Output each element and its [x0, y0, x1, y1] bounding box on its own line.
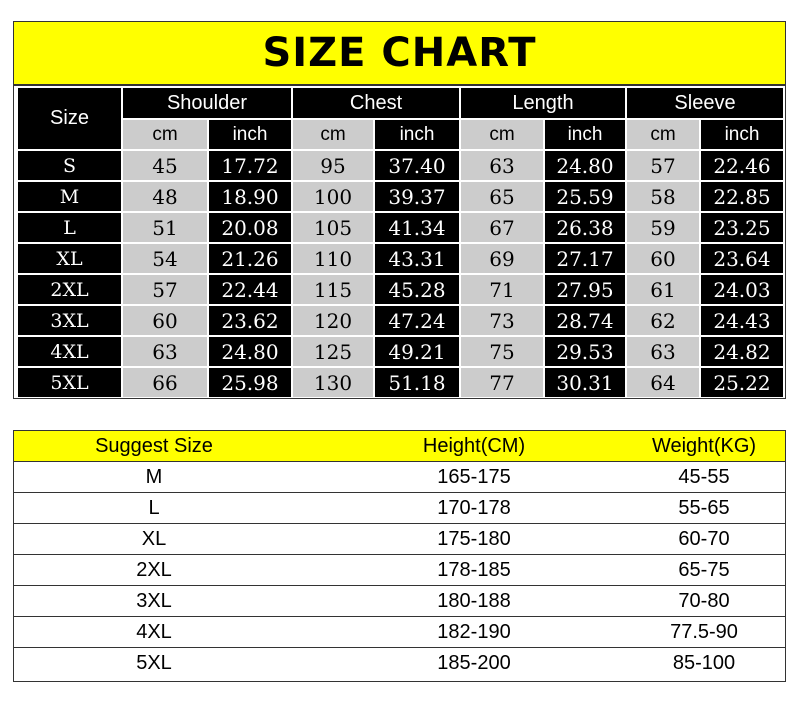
unit-header-shoulder-inch: inch: [209, 120, 291, 149]
value-cell-length-cm: 73: [461, 306, 543, 335]
value-cell-chest-cm: 115: [293, 275, 373, 304]
weight-cell: 55-65: [678, 496, 730, 519]
group-header-chest: Chest: [293, 88, 459, 118]
size-label: 2XL: [18, 275, 121, 304]
title-banner: [13, 21, 786, 85]
suggest-size-table: [13, 430, 786, 682]
weight-cell: 70-80: [678, 589, 730, 612]
value-cell-length-inch: 28.74: [545, 306, 625, 335]
header-suggest-size: Suggest Size: [95, 434, 213, 457]
value-cell-chest-inch: 51.18: [375, 368, 459, 397]
table-row: [14, 493, 785, 524]
value-cell-shoulder-inch: 17.72: [209, 151, 291, 180]
size-label: L: [18, 213, 121, 242]
value-cell-length-inch: 24.80: [545, 151, 625, 180]
size-chart-table: [13, 85, 786, 399]
value-cell-sleeve-cm: 57: [627, 151, 699, 180]
value-cell-chest-inch: 47.24: [375, 306, 459, 335]
table-row: [14, 524, 785, 555]
value-cell-chest-cm: 105: [293, 213, 373, 242]
suggest-size-cell: 4XL: [136, 620, 172, 643]
unit-header-sleeve-cm: cm: [627, 120, 699, 149]
height-cell: 178-185: [437, 558, 511, 581]
height-cell: 175-180: [437, 527, 511, 550]
value-cell-length-cm: 77: [461, 368, 543, 397]
unit-header-length-inch: inch: [545, 120, 625, 149]
value-cell-length-inch: 30.31: [545, 368, 625, 397]
group-header-length: Length: [461, 88, 625, 118]
value-cell-length-inch: 26.38: [545, 213, 625, 242]
weight-cell: 77.5-90: [670, 620, 738, 643]
weight-cell: 45-55: [678, 465, 730, 488]
weight-cell: 65-75: [678, 558, 730, 581]
value-cell-shoulder-cm: 66: [123, 368, 207, 397]
size-label: 5XL: [18, 368, 121, 397]
weight-cell: 85-100: [672, 652, 736, 674]
value-cell-sleeve-cm: 60: [627, 244, 699, 273]
group-header-sleeve: Sleeve: [627, 88, 783, 118]
value-cell-shoulder-inch: 24.80: [209, 337, 291, 366]
suggest-size-cell: M: [145, 465, 163, 488]
value-cell-shoulder-inch: 18.90: [209, 182, 291, 211]
value-cell-sleeve-cm: 59: [627, 213, 699, 242]
value-cell-chest-cm: 95: [293, 151, 373, 180]
size-label: XL: [18, 244, 121, 273]
value-cell-sleeve-cm: 64: [627, 368, 699, 397]
value-cell-sleeve-inch: 22.85: [701, 182, 783, 211]
size-header: Size: [18, 88, 121, 149]
value-cell-shoulder-cm: 54: [123, 244, 207, 273]
value-cell-shoulder-cm: 51: [123, 213, 207, 242]
value-cell-chest-inch: 49.21: [375, 337, 459, 366]
value-cell-chest-inch: 41.34: [375, 213, 459, 242]
value-cell-chest-cm: 120: [293, 306, 373, 335]
value-cell-sleeve-cm: 58: [627, 182, 699, 211]
height-cell: 182-190: [437, 620, 511, 643]
suggest-header-row: [14, 431, 785, 462]
value-cell-sleeve-inch: 23.25: [701, 213, 783, 242]
value-cell-shoulder-cm: 57: [123, 275, 207, 304]
value-cell-sleeve-inch: 25.22: [701, 368, 783, 397]
value-cell-chest-inch: 43.31: [375, 244, 459, 273]
value-cell-chest-cm: 110: [293, 244, 373, 273]
value-cell-sleeve-cm: 61: [627, 275, 699, 304]
value-cell-chest-cm: 100: [293, 182, 373, 211]
value-cell-sleeve-inch: 23.64: [701, 244, 783, 273]
value-cell-shoulder-cm: 48: [123, 182, 207, 211]
group-header-shoulder: Shoulder: [123, 88, 291, 118]
value-cell-length-inch: 29.53: [545, 337, 625, 366]
suggest-size-cell: L: [148, 496, 160, 519]
size-label: 3XL: [18, 306, 121, 335]
page-title: SIZE CHART: [262, 30, 537, 76]
value-cell-sleeve-inch: 24.03: [701, 275, 783, 304]
size-label: 4XL: [18, 337, 121, 366]
value-cell-sleeve-cm: 63: [627, 337, 699, 366]
value-cell-sleeve-inch: 24.82: [701, 337, 783, 366]
height-cell: 185-200: [437, 652, 511, 674]
height-cell: 170-178: [437, 496, 511, 519]
value-cell-shoulder-inch: 21.26: [209, 244, 291, 273]
value-cell-shoulder-cm: 60: [123, 306, 207, 335]
table-row: [14, 555, 785, 586]
table-row: [14, 617, 785, 648]
unit-header-chest-cm: cm: [293, 120, 373, 149]
unit-header-chest-inch: inch: [375, 120, 459, 149]
value-cell-shoulder-inch: 25.98: [209, 368, 291, 397]
value-cell-length-cm: 67: [461, 213, 543, 242]
suggest-size-cell: 5XL: [136, 652, 172, 674]
value-cell-length-cm: 69: [461, 244, 543, 273]
header-height: Height(CM): [422, 434, 526, 457]
unit-header-length-cm: cm: [461, 120, 543, 149]
suggest-size-cell: 2XL: [136, 558, 172, 581]
value-cell-length-cm: 75: [461, 337, 543, 366]
value-cell-shoulder-inch: 22.44: [209, 275, 291, 304]
value-cell-chest-inch: 45.28: [375, 275, 459, 304]
table-row: [14, 462, 785, 493]
unit-header-sleeve-inch: inch: [701, 120, 783, 149]
value-cell-chest-inch: 39.37: [375, 182, 459, 211]
table-row: [14, 648, 785, 679]
value-cell-length-inch: 27.95: [545, 275, 625, 304]
unit-header-shoulder-cm: cm: [123, 120, 207, 149]
table-row: [14, 586, 785, 617]
value-cell-sleeve-cm: 62: [627, 306, 699, 335]
value-cell-length-inch: 27.17: [545, 244, 625, 273]
size-label: M: [18, 182, 121, 211]
suggest-size-cell: 3XL: [136, 589, 172, 612]
value-cell-length-cm: 63: [461, 151, 543, 180]
value-cell-shoulder-inch: 20.08: [209, 213, 291, 242]
suggest-size-cell: XL: [141, 527, 167, 550]
value-cell-shoulder-cm: 63: [123, 337, 207, 366]
value-cell-length-cm: 71: [461, 275, 543, 304]
value-cell-length-inch: 25.59: [545, 182, 625, 211]
size-label: S: [18, 151, 121, 180]
value-cell-length-cm: 65: [461, 182, 543, 211]
weight-cell: 60-70: [678, 527, 730, 550]
value-cell-sleeve-inch: 24.43: [701, 306, 783, 335]
height-cell: 180-188: [437, 589, 511, 612]
height-cell: 165-175: [437, 465, 511, 488]
header-weight: Weight(KG): [651, 434, 757, 457]
value-cell-sleeve-inch: 22.46: [701, 151, 783, 180]
value-cell-shoulder-cm: 45: [123, 151, 207, 180]
value-cell-chest-cm: 125: [293, 337, 373, 366]
value-cell-chest-inch: 37.40: [375, 151, 459, 180]
value-cell-shoulder-inch: 23.62: [209, 306, 291, 335]
value-cell-chest-cm: 130: [293, 368, 373, 397]
